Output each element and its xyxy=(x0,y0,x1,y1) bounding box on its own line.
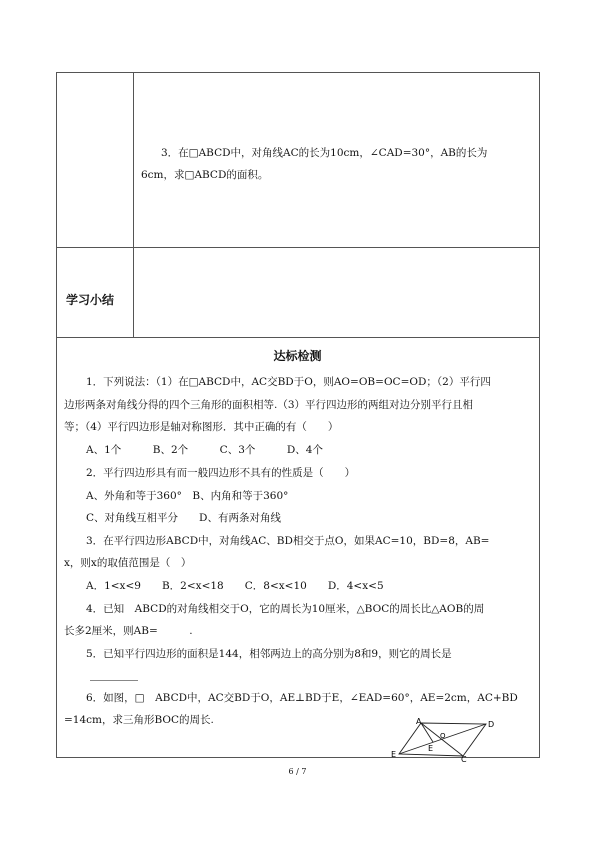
question-1-line-2: 边形两条对角线分得的四个三角形的面积相等.（3）平行四边形的两组对边分别平行且相 xyxy=(64,399,474,411)
question-4-line-2: 长多2厘米，则AB= . xyxy=(64,625,193,637)
parallelogram-figure xyxy=(388,714,500,762)
question-2-line-1: 2．平行四边形具有而一般四边形不具有的性质是（ ） xyxy=(86,467,356,479)
vertex-label-a: A xyxy=(416,717,422,726)
vertex-label-b: E xyxy=(391,750,397,759)
altitude-ae xyxy=(421,723,433,742)
question-3-line-2: x，则x的取值范围是（ ） xyxy=(64,557,192,569)
point-label-e: E xyxy=(428,744,434,753)
question-5-line-1: 5．已知平行四边形的面积是144，相邻两边上的高分别为8和9，则它的周长是 xyxy=(86,648,452,660)
question-6-line-2: =14cm，求三角形BOC的周长. xyxy=(64,714,214,726)
vertex-label-d: D xyxy=(488,720,495,729)
table-row-divider-2 xyxy=(56,337,540,338)
exercise-3-line-1: 3．在□ABCD中，对角线AC的长为10cm，∠CAD=30°，AB的长为 xyxy=(161,147,488,159)
vertex-label-c: C xyxy=(461,755,467,762)
question-2-option-ab: A、外角和等于360° B、内角和等于360° xyxy=(86,490,289,502)
table-row-divider-1 xyxy=(56,247,540,248)
question-6-line-1: 6．如图，□ ABCD中，AC交BD于O，AE⊥BD于E，∠EAD=60°，AE=2cm，AC+BD xyxy=(86,692,518,704)
point-label-o: O xyxy=(440,732,446,740)
question-1-line-3: 等；（4）平行四边形是轴对称图形．其中正确的有（ ） xyxy=(64,421,339,433)
answer-blank-line xyxy=(90,680,138,681)
page-number: 6 / 7 xyxy=(288,767,307,776)
question-1-options: A、1个 B、2个 C、3个 D、4个 xyxy=(86,444,323,456)
question-2-option-cd: C、对角线互相平分 D、有两条对角线 xyxy=(86,512,281,524)
question-3-options: A．1<x<9 B．2<x<18 C．8<x<10 D．4<x<5 xyxy=(86,580,384,592)
section-title: 达标检测 xyxy=(273,349,322,363)
question-4-line-1: 4．已知 ABCD的对角线相交于O，它的周长为10厘米，△BOC的周长比△AOB的周 xyxy=(86,603,485,615)
exercise-3-line-2: 6cm，求□ABCD的面积。 xyxy=(141,169,269,181)
question-3-line-1: 3．在平行四边形ABCD中，对角线AC、BD相交于点O，如果AC=10，BD=8，AB= xyxy=(86,535,490,547)
table-column-divider xyxy=(133,72,134,337)
question-1-line-1: 1．下列说法：（1）在□ABCD中，AC交BD于O，则AO=OB=OC=OD；（2）平行四 xyxy=(86,376,491,388)
summary-label: 学习小结 xyxy=(66,293,115,307)
